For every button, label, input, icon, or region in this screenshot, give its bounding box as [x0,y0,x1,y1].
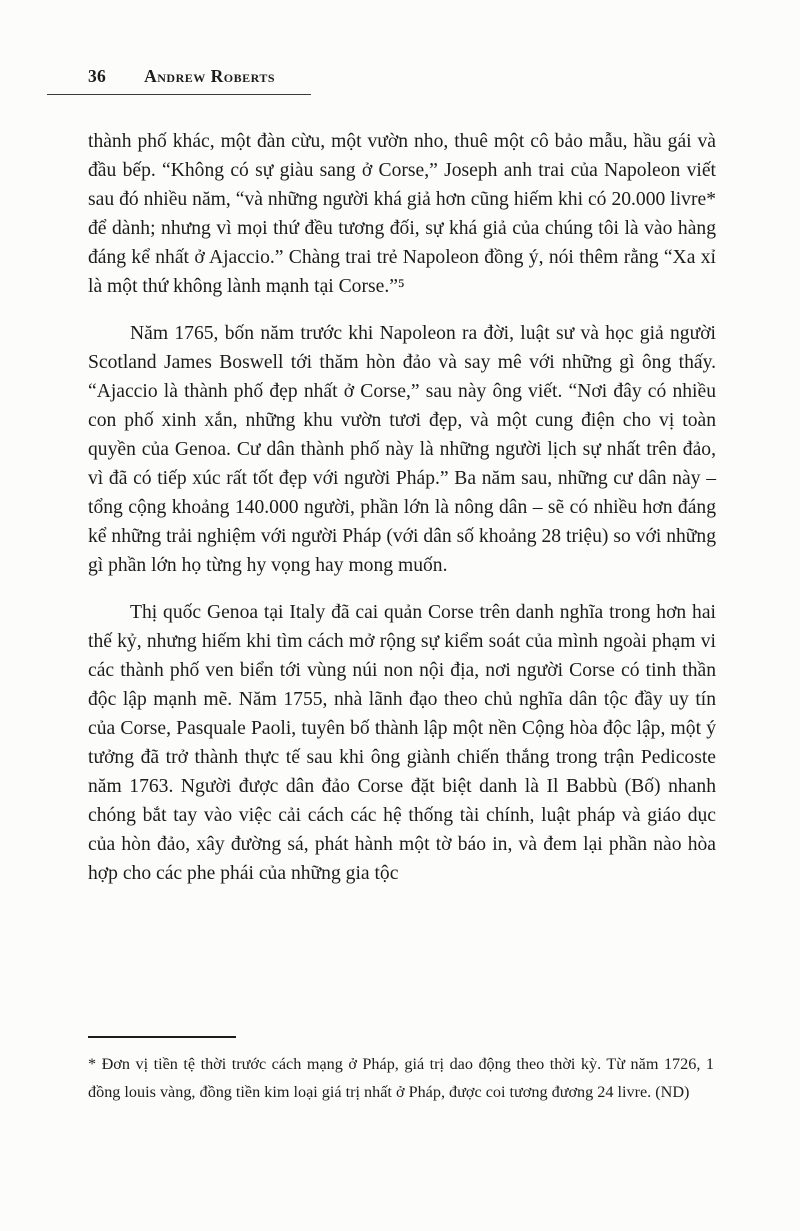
footnote-rule [88,1036,236,1038]
body-paragraph: Thị quốc Genoa tại Italy đã cai quản Corse trên danh nghĩa trong hơn hai thế kỷ, nhưng hiếm khi tìm cách mở rộng sự kiểm soát của mình ngoài phạm vi các thành phố ven biển tới vùng núi non nội địa, nơi người Corse có tinh thần độc lập mạnh mẽ. Năm 1755, nhà lãnh đạo theo chủ nghĩa dân tộc đầy uy tín của Corse, Pasquale Paoli, tuyên bố thành lập một nền Cộng hòa độc lập, một ý tưởng đã trở thành thực tế sau khi ông giành chiến thắng trong trận Pedicoste năm 1763. Người được dân đảo Corse đặt biệt danh là Il Babbù (Bố) nhanh chóng bắt tay vào việc cải cách các hệ thống tài chính, luật pháp và giáo dục của hòn đảo, xây đường sá, phát hành một tờ báo in, và đem lại phần nào hòa hợp cho các phe phái của những gia tộc [88,602,716,884]
body-paragraph: thành phố khác, một đàn cừu, một vườn nho, thuê một cô bảo mẫu, hầu gái và đầu bếp. “Không có sự giàu sang ở Corse,” Joseph anh trai của Napoleon viết sau đó nhiều năm, “và những người khá giả hơn cũng hiếm khi có 20.000 livre* để dành; nhưng vì mọi thứ đều tương đối, sự khá giả của chúng tôi là vào hàng đáng kể nhất ở Ajaccio.” Chàng trai trẻ Napoleon đồng ý, nói thêm rằng “Xa xỉ là một thứ không lành mạnh tại Corse.”⁵ [88,131,716,297]
footnote-block [88,1036,714,1106]
running-header [88,66,716,87]
footnote-text: * Đơn vị tiền tệ thời trước cách mạng ở Pháp, giá trị dao động theo thời kỳ. Từ năm 1726, 1 đồng louis vàng, đồng tiền kim loại giá trị nhất ở Pháp, được coi tương đương 24 livre. (ND) [88,1055,714,1101]
running-header-author: Andrew Roberts [144,66,276,86]
page-number: 36 [88,66,107,86]
page-body [88,127,716,888]
body-paragraph: Năm 1765, bốn năm trước khi Napoleon ra đời, luật sư và học giả người Scotland James Boswell tới thăm hòn đảo và say mê với những gì ông thấy. “Ajaccio là thành phố đẹp nhất ở Corse,” sau này ông viết. “Nơi đây có nhiều con phố xinh xắn, những khu vườn tươi đẹp, và một cung điện cho vị toàn quyền của Genoa. Cư dân thành phố này là những người lịch sự nhất trên đảo, vì đã có tiếp xúc rất tốt đẹp với người Pháp.” Ba năm sau, những cư dân này – tổng cộng khoảng 140.000 người, phần lớn là nông dân – sẽ có nhiều hơn đáng kể những trải nghiệm với người Pháp (với dân số khoảng 28 triệu) so với những gì phần lớn họ từng hy vọng hay mong muốn. [88,323,716,576]
header-rule [47,94,311,95]
